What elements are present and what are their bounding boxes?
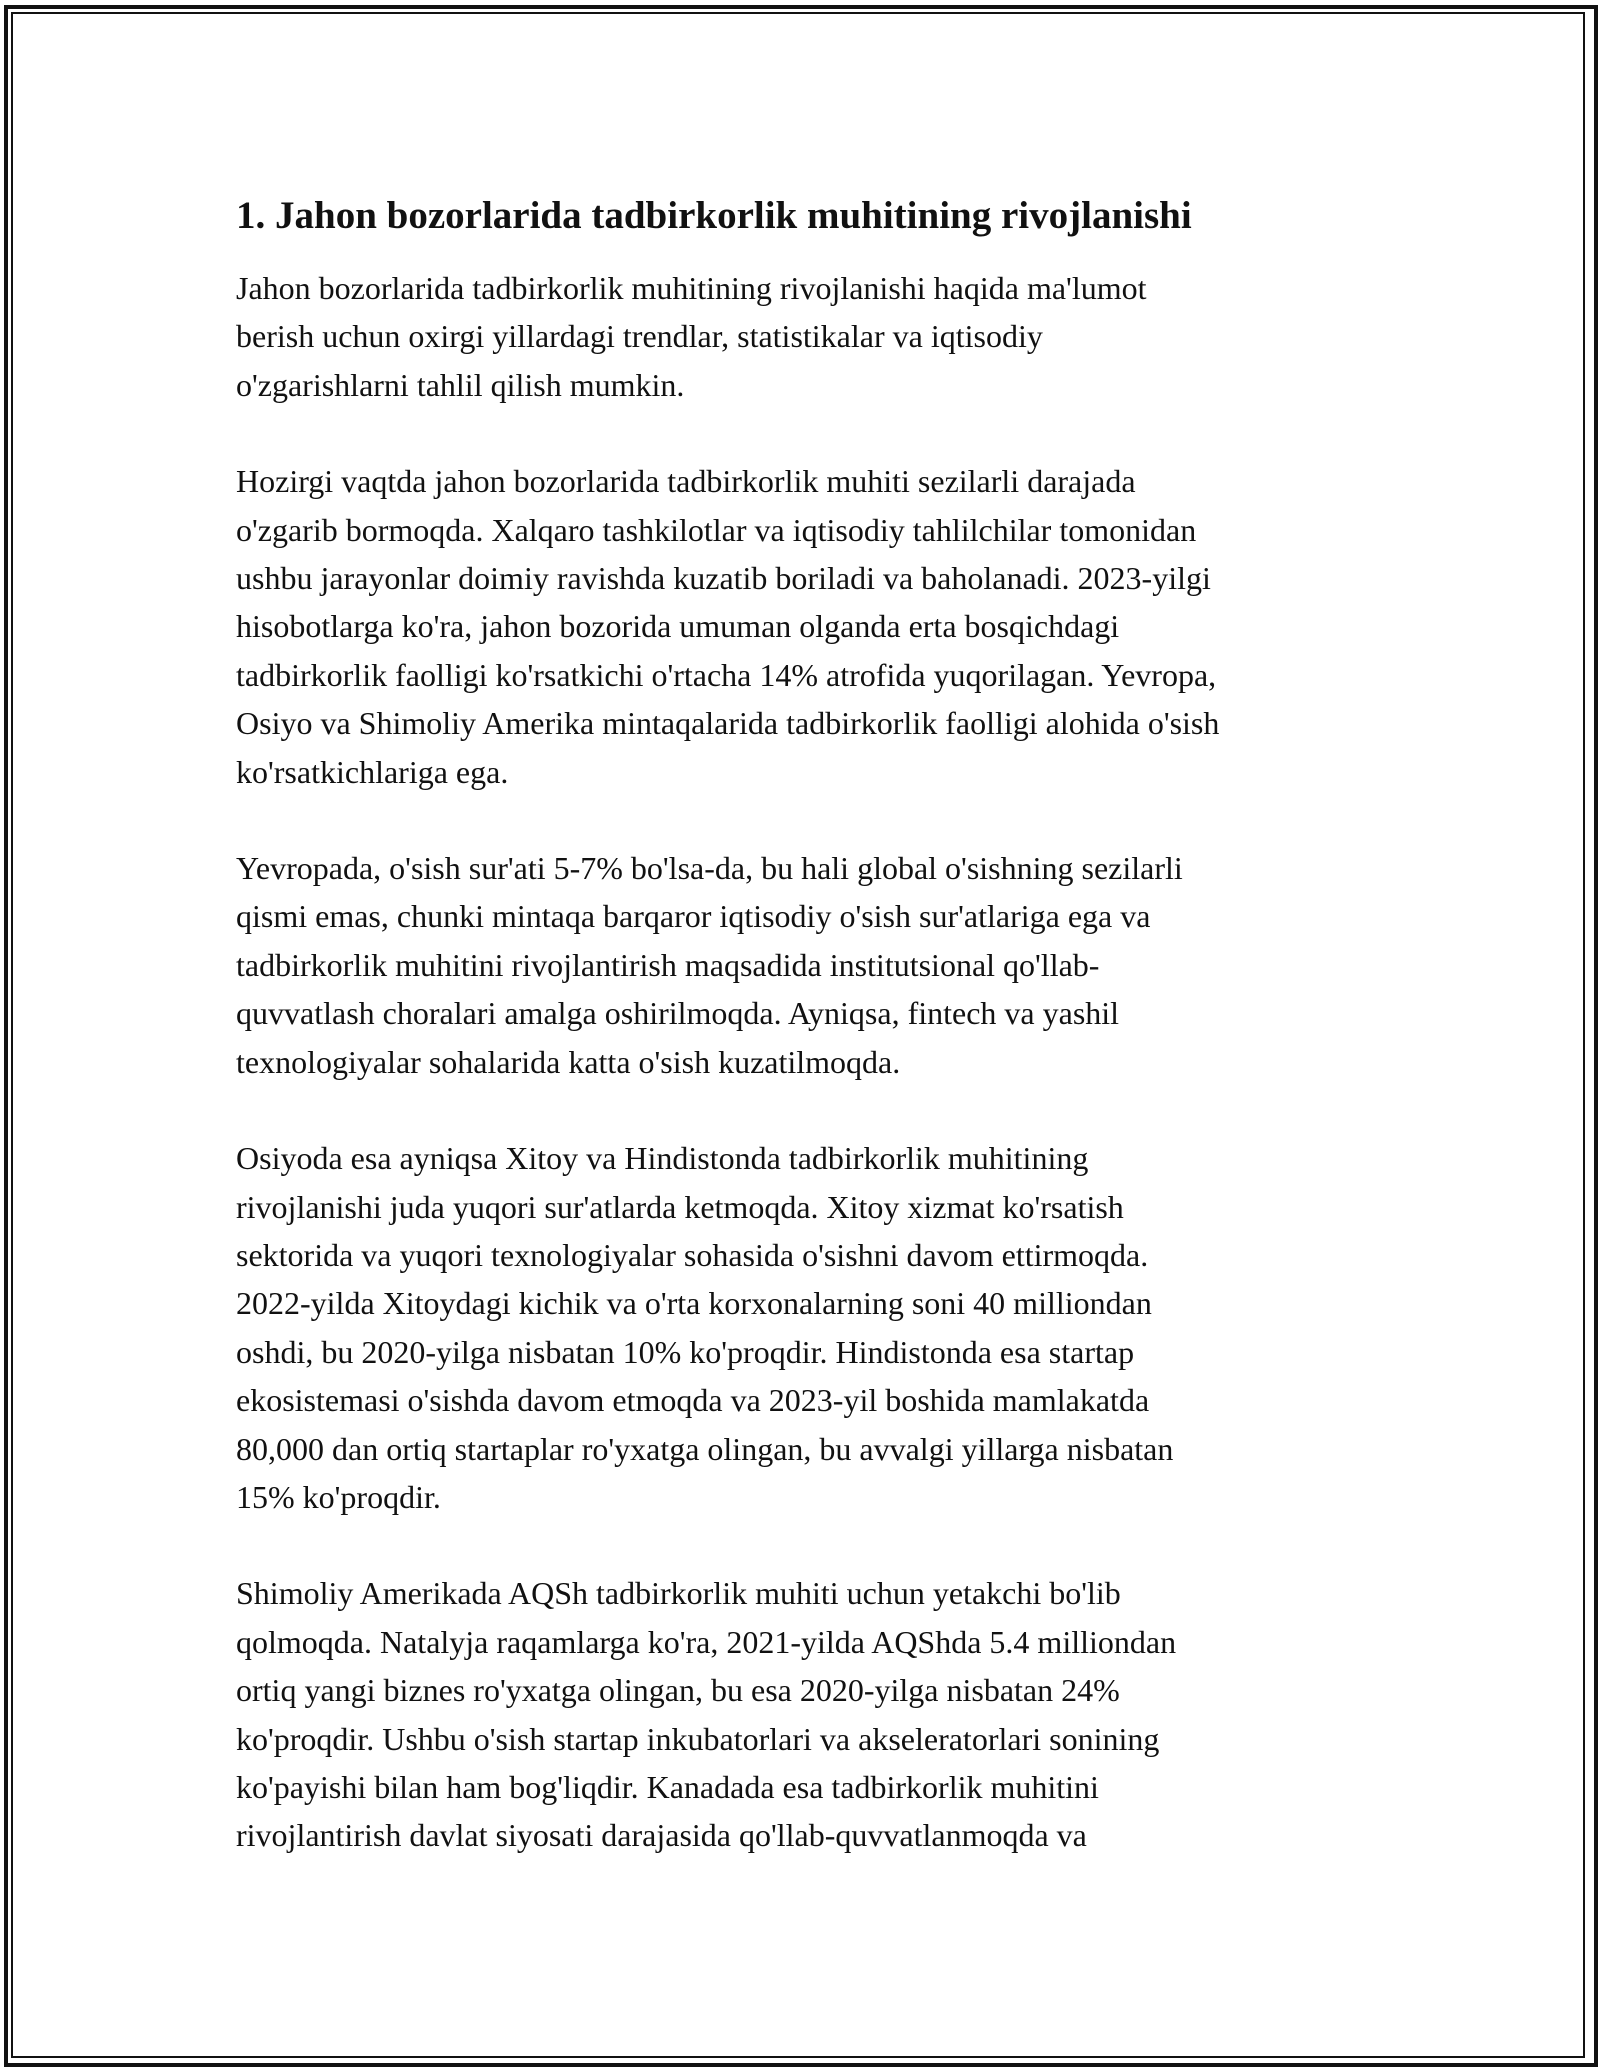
- text-line: o'zgarib bormoqda. Xalqaro tashkilotlar va iqtisodiy tahlilchilar tomonidan: [236, 511, 1197, 548]
- text-line: hisobotlarga ko'ra, jahon bozorida umuman olganda erta bosqichdagi: [236, 608, 1120, 645]
- text-line: 15% ko'proqdir.: [236, 1478, 441, 1515]
- text-line: ko'proqdir. Ushbu o'sish startap inkubatorlari va akseleratorlari sonining: [236, 1720, 1160, 1757]
- text-line: Shimoliy Amerikada AQSh tadbirkorlik muhiti uchun yetakchi bo'lib: [236, 1575, 1121, 1612]
- text-line: tadbirkorlik faolligi ko'rsatkichi o'rtacha 14% atrofida yuqorilagan. Yevropa,: [236, 656, 1217, 693]
- text-line: tadbirkorlik muhitini rivojlantirish maqsadida institutsional qo'llab-: [236, 946, 1100, 983]
- text-line: rivojlantirish davlat siyosati darajasida qo'llab-quvvatlanmoqda va: [236, 1817, 1087, 1854]
- text-line: ko'rsatkichlariga ega.: [236, 753, 509, 790]
- paragraph-europe: [236, 844, 1376, 1086]
- text-line: ortiq yangi biznes ro'yxatga olingan, bu esa 2020-yilga nisbatan 24%: [236, 1672, 1120, 1709]
- text-line: qismi emas, chunki mintaqa barqaror iqtisodiy o'sish sur'atlariga ega va: [236, 898, 1151, 935]
- document-body: [236, 190, 1376, 1860]
- text-line: ushbu jarayonlar doimiy ravishda kuzatib boriladi va baholanadi. 2023-yilgi: [236, 560, 1211, 597]
- text-line: Osiyoda esa ayniqsa Xitoy va Hindistonda tadbirkorlik muhitining: [236, 1140, 1089, 1177]
- paragraph-intro: [236, 264, 1376, 409]
- section-heading: 1. Jahon bozorlarida tadbirkorlik muhitining rivojlanishi: [236, 194, 1192, 237]
- text-line: Hozirgi vaqtda jahon bozorlarida tadbirkorlik muhiti sezilarli darajada: [236, 463, 1136, 500]
- text-line: texnologiyalar sohalarida katta o'sish kuzatilmoqda.: [236, 1043, 901, 1080]
- paragraph-asia: [236, 1134, 1376, 1521]
- text-line: Osiyo va Shimoliy Amerika mintaqalarida tadbirkorlik faolligi alohida o'sish: [236, 705, 1220, 742]
- text-line: quvvatlash choralari amalga oshirilmoqda. Ayniqsa, fintech va yashil: [236, 995, 1120, 1032]
- text-line: 80,000 dan ortiq startaplar ro'yxatga olingan, bu avvalgi yillarga nisbatan: [236, 1430, 1174, 1467]
- paragraph-north-america: [236, 1569, 1376, 1859]
- text-line: Yevropada, o'sish sur'ati 5-7% bo'lsa-da, bu hali global o'sishning sezilarli: [236, 850, 1183, 887]
- text-line: o'zgarishlarni tahlil qilish mumkin.: [236, 366, 685, 403]
- text-line: 2022-yilda Xitoydagi kichik va o'rta korxonalarning soni 40 milliondan: [236, 1285, 1152, 1322]
- text-line: Jahon bozorlarida tadbirkorlik muhitining rivojlanishi haqida ma'lumot: [236, 270, 1147, 306]
- paragraph-global-trends: [236, 457, 1376, 796]
- text-line: berish uchun oxirgi yillardagi trendlar, statistikalar va iqtisodiy: [236, 318, 1043, 355]
- text-line: oshdi, bu 2020-yilga nisbatan 10% ko'proqdir. Hindistonda esa startap: [236, 1333, 1135, 1370]
- text-line: sektorida va yuqori texnologiyalar sohasida o'sishni davom ettirmoqda.: [236, 1236, 1149, 1273]
- text-line: qolmoqda. Natalyja raqamlarga ko'ra, 2021-yilda AQShda 5.4 milliondan: [236, 1623, 1177, 1660]
- text-line: rivojlanishi juda yuqori sur'atlarda ketmoqda. Xitoy xizmat ko'rsatish: [236, 1188, 1124, 1225]
- text-line: ko'payishi bilan ham bog'liqdir. Kanadada esa tadbirkorlik muhitini: [236, 1768, 1099, 1805]
- text-line: ekosistemasi o'sishda davom etmoqda va 2023-yil boshida mamlakatda: [236, 1382, 1150, 1419]
